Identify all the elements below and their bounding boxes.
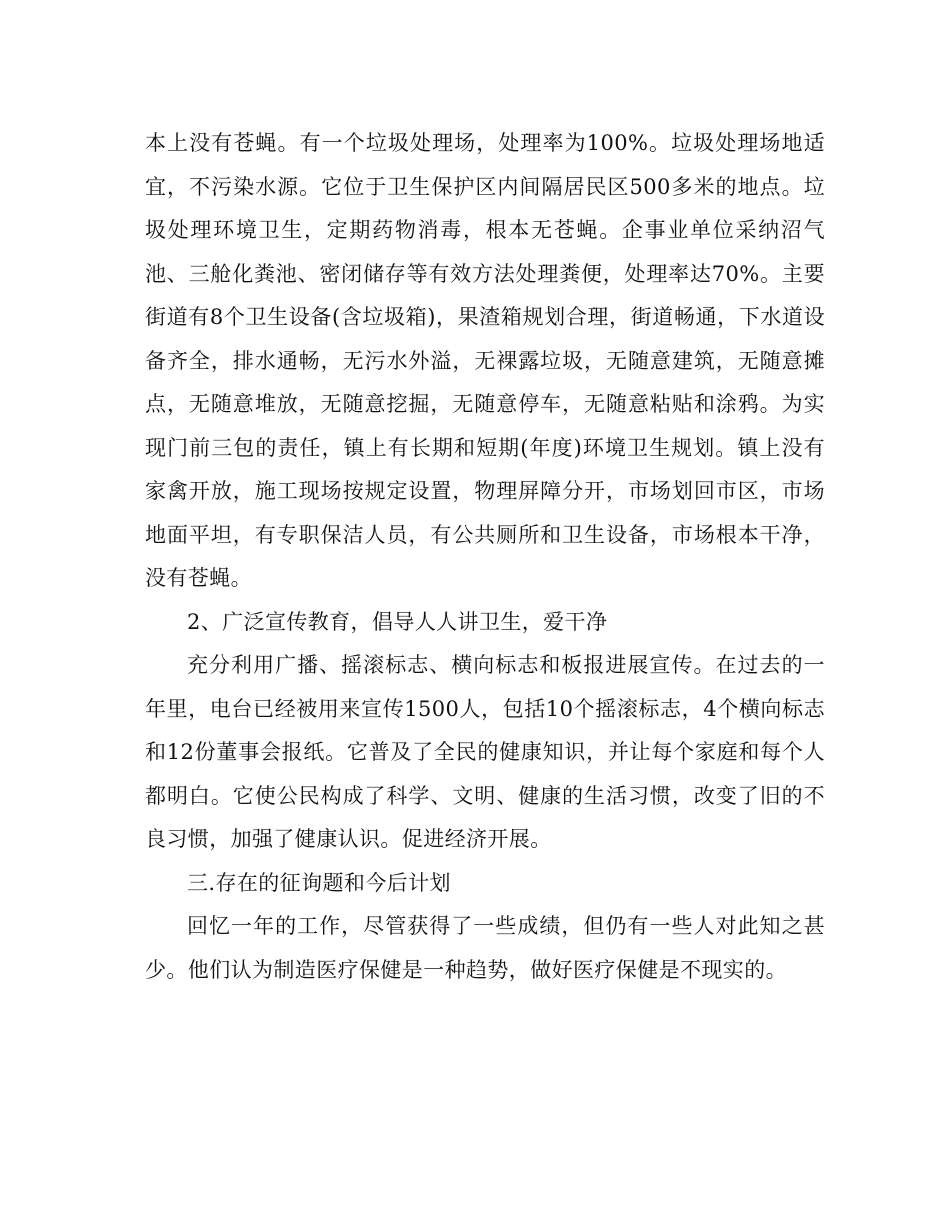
section-heading-publicity: 2、广泛宣传教育，倡导人人讲卫生，爱干净 bbox=[187, 609, 608, 634]
document-body bbox=[145, 122, 825, 992]
paragraph-sanitation-facilities: 本上没有苍蝇。有一个垃圾处理场，处理率为100%。垃圾处理场地适宜，不污染水源。它位于卫生保护区内间隔居民区500多米的地点。垃圾处理环境卫生，定期药物消毒，根本无苍蝇。企事业单位采纳沼气池、三舱化粪池、密闭储存等有效方法处理粪便，处理率达70%。主要街道有8个卫生设备(含垃圾箱)，果渣箱规划合理，街道畅通，下水道设备齐全，排水通畅，无污水外溢，无裸露垃圾，无随意建筑，无随意摊点，无随意堆放，无随意挖掘，无随意停车，无随意粘贴和涂鸦。为实现门前三包的责任，镇上有长期和短期(年度)环境卫生规划。镇上没有家禽开放，施工现场按规定设置，物理屏障分开，市场划回市区，市场地面平坦，有专职保洁人员，有公共厕所和卫生设备，市场根本干净，没有苍蝇。 bbox=[145, 131, 825, 590]
paragraph-publicity: 充分利用广播、摇滚标志、横向标志和板报进展宣传。在过去的一年里，电台已经被用来宣传1500人，包括10个摇滚标志，4个横向标志和12份董事会报纸。它普及了全民的健康知识，并让每个家庭和每个人都明白。它使公民构成了科学、文明、健康的生活习惯，改变了旧的不良习惯，加强了健康认识。促进经济开展。 bbox=[145, 653, 825, 851]
paragraph-review: 回忆一年的工作，尽管获得了一些成绩，但仍有一些人对此知之甚少。他们认为制造医疗保健是一种趋势，做好医疗保健是不现实的。 bbox=[145, 914, 825, 982]
section-heading-problems-plans: 三.存在的征询题和今后计划 bbox=[187, 870, 451, 895]
